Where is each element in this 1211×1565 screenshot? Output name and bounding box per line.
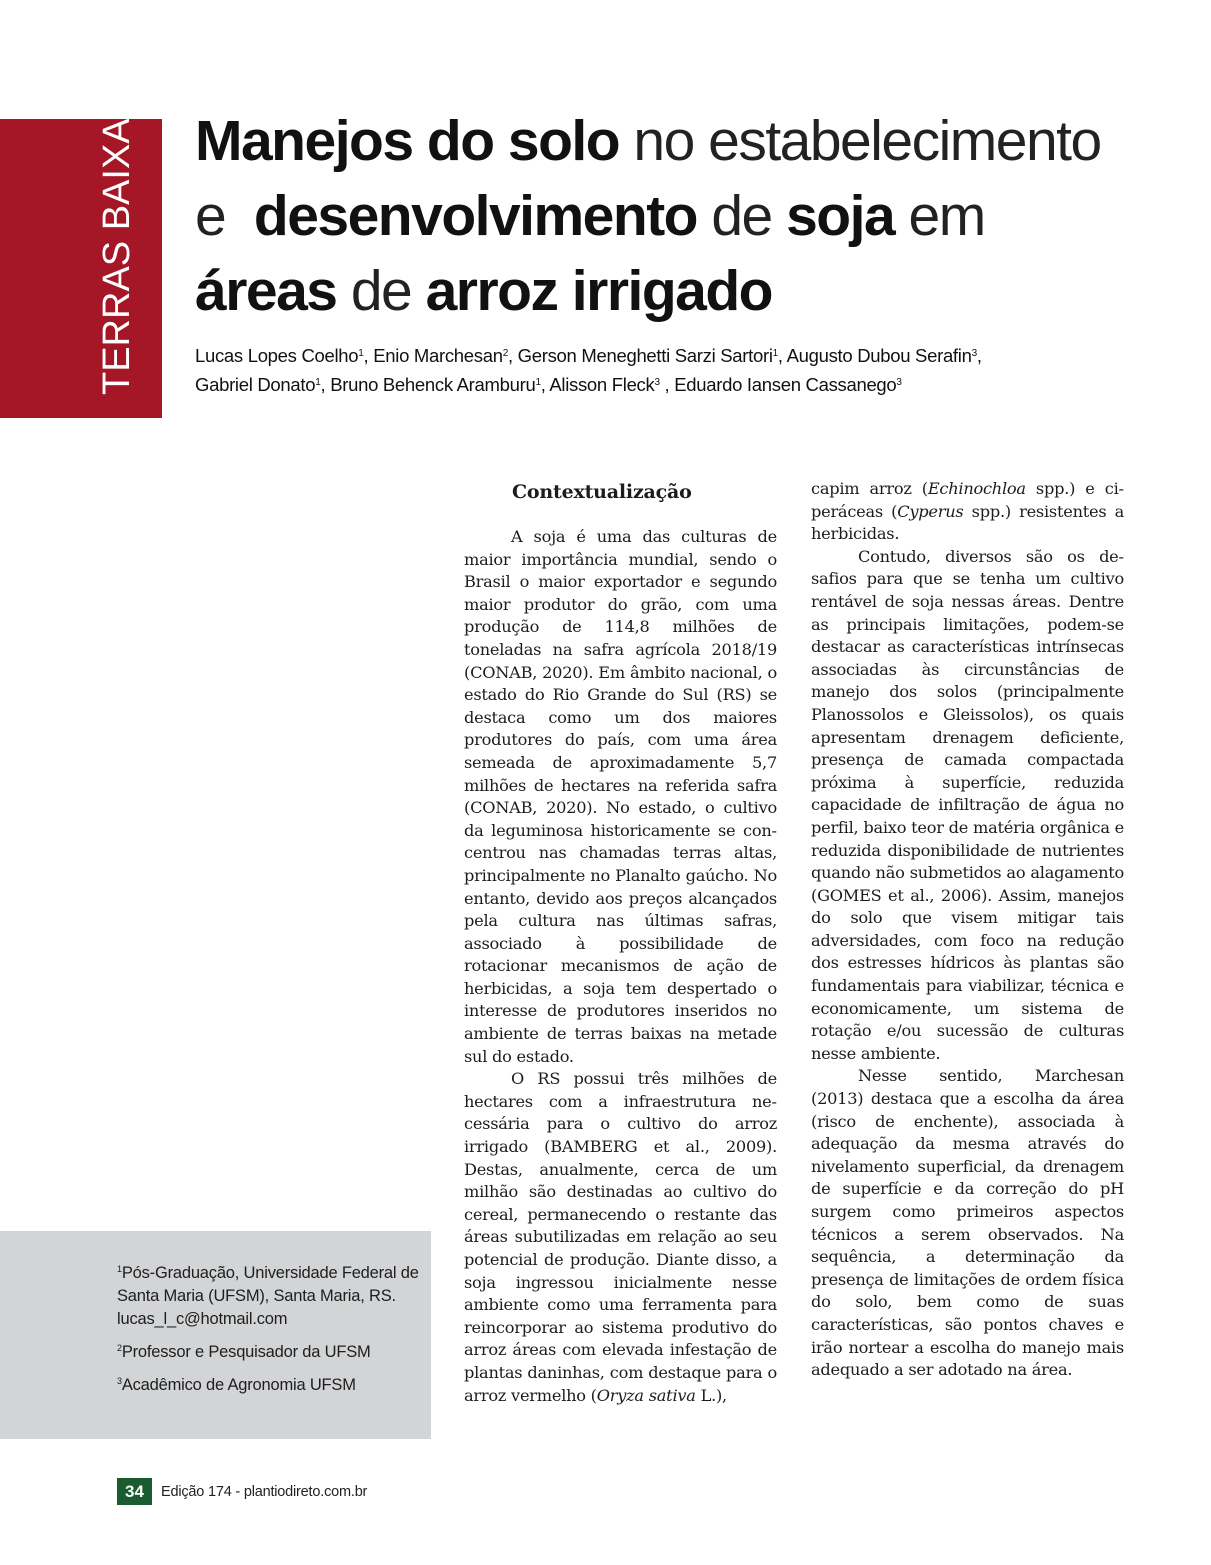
author-email[interactable]: lucas_l_c@hotmail.com xyxy=(117,1310,288,1328)
section-heading: Contextualização xyxy=(512,481,692,503)
article-column-1 xyxy=(464,478,777,1407)
title-bold-2a: desenvolvimento xyxy=(253,184,698,248)
author: Enio Marchesan$^2$, xyxy=(373,345,518,366)
page-footer xyxy=(117,1478,367,1505)
paragraph-3: Contudo, diversos são os desafios para que se tenha um cultivo rentável de soja nessas áreas. Dentre as principais limitações, podem-se destacar as características intrínsecas associadas às circunstâncias de manejo dos solos (principalmente Planossolos e Gleissolos), os quais apresentam drenagem deficiente, presença de camada compactada próxima à superfície, reduzida capacidade de infiltração de água no perfil, baixo teor de matéria orgânica e reduzida disponibilidade de nutrientes quando não submetidos ao alagamento (GOMES et al., 2006). Assim, manejos do solo que visem mitigar tais adversidades, com foco na redução dos estresses hídricos às plantas são fundamentais para viabilizar, técnica e economicamente, um sistema de rotação e/ou sucessão de culturas nesse ambiente. xyxy=(811,546,1124,1063)
page-number: 34 xyxy=(117,1478,152,1505)
paragraph-1: A soja é uma das culturas de maior importância mundial, sendo o Brasil o maior exportador e segundo maior produtor do grão, com uma produção de 114,8 milhões de toneladas na safra agrícola 2018/19 (CONAB, 2020). Em âmbito nacional, o estado do Rio Grande do Sul (RS) se destaca como um dos maiores produtores do país, com uma área semeada de aproximadamente 5,7 milhões de hectares na referida safra (CONAB, 2020). No estado, o cultivo da leguminosa historicamente se concentrou nas chamadas terras altas, principalmente no Planalto gaúcho. No entanto, devido aos preços alcançados pela cultura nas últimas safras, associado à possibilidade de rotacionar mecanismos de ação de herbicidas, a soja tem despertado o interesse de produtores inseridos no ambiente de terras baixas na metade sul do estado. xyxy=(464,527,777,1066)
article-title xyxy=(195,104,1155,329)
author: Gerson Meneghetti Sarzi Sartori$^1$, xyxy=(517,345,787,366)
title-bold-3a: áreas xyxy=(195,259,337,323)
author: Eduardo Iansen Cassanego$^3$ xyxy=(674,374,902,395)
author: Alisson Fleck$^3$ , xyxy=(549,374,675,395)
author: Bruno Behenck Aramburu$^1$, xyxy=(330,374,550,395)
affiliation-1: $^1$Pós-Graduação, Universidade Federal de Santa Maria (UFSM), Santa Maria, RS. lucas_l_c@hotmail.com xyxy=(117,1264,419,1328)
affiliation-2: $^2$Professor e Pesquisador da UFSM xyxy=(117,1343,371,1361)
author: Augusto Dubou Serafin$^3$, xyxy=(786,345,982,366)
section-label: TERRAS BAIXAS xyxy=(96,93,138,395)
paragraph-2: O RS possui três milhões de hectares com a infraestrutura necessária para o cultivo do arroz irrigado (BAMBERG et al., 2009). Destas, anualmente, cerca de um milhão são destinadas ao cultivo do cereal, permanecendo o restante das áreas subutilizadas em relação ao seu potencial de produção. Diante disso, a soja ingressou inicialmente nesse ambiente como uma ferramenta para reincorporar ao sistema produtivo do arroz áreas com elevada infestação de plantas daninhas, com destaque para o arroz vermelho (Oryza sativa L.), xyxy=(464,1069,777,1405)
author: Gabriel Donato$^1$, xyxy=(195,374,331,395)
title-light-2b: de xyxy=(697,184,787,248)
title-light-2a: e xyxy=(195,184,254,248)
title-bold-1: Manejos do solo xyxy=(195,109,620,173)
affiliation-3: $^3$Acadêmico de Agronomia UFSM xyxy=(117,1376,356,1394)
author: Lucas Lopes Coelho$^1$, xyxy=(195,345,374,366)
title-bold-2b: soja xyxy=(786,184,895,248)
title-light-3: de xyxy=(336,259,426,323)
title-light-1: no estabelecimento xyxy=(619,109,1101,173)
paragraph-4: Nesse sentido, Marchesan (2013) destaca que a escolha da área (risco de enchente), associada à adequação da mesma através do nivelamento superficial, da drenagem de superfície e da correção do pH surgem como primeiros aspectos técnicos a serem observados. Na sequência, a determinação da presença de limitações de ordem física do solo, bem como de suas características, são pontos chaves e irão nortear a escolha do manejo mais adequado a ser adotado na área. xyxy=(811,1066,1124,1380)
affiliations xyxy=(117,1262,427,1407)
title-bold-3b: arroz irrigado xyxy=(425,259,772,323)
article-column-2 xyxy=(811,478,1124,1382)
title-light-2c: em xyxy=(894,184,985,248)
paragraph-2-continued: capim arroz (Echinochloa spp.) e ciperáceas (Cyperus spp.) resistentes a herbicidas. xyxy=(811,479,1125,544)
footer-edition-text: Edição 174 - plantiodireto.com.br xyxy=(161,1483,368,1500)
author-list xyxy=(195,341,1095,399)
